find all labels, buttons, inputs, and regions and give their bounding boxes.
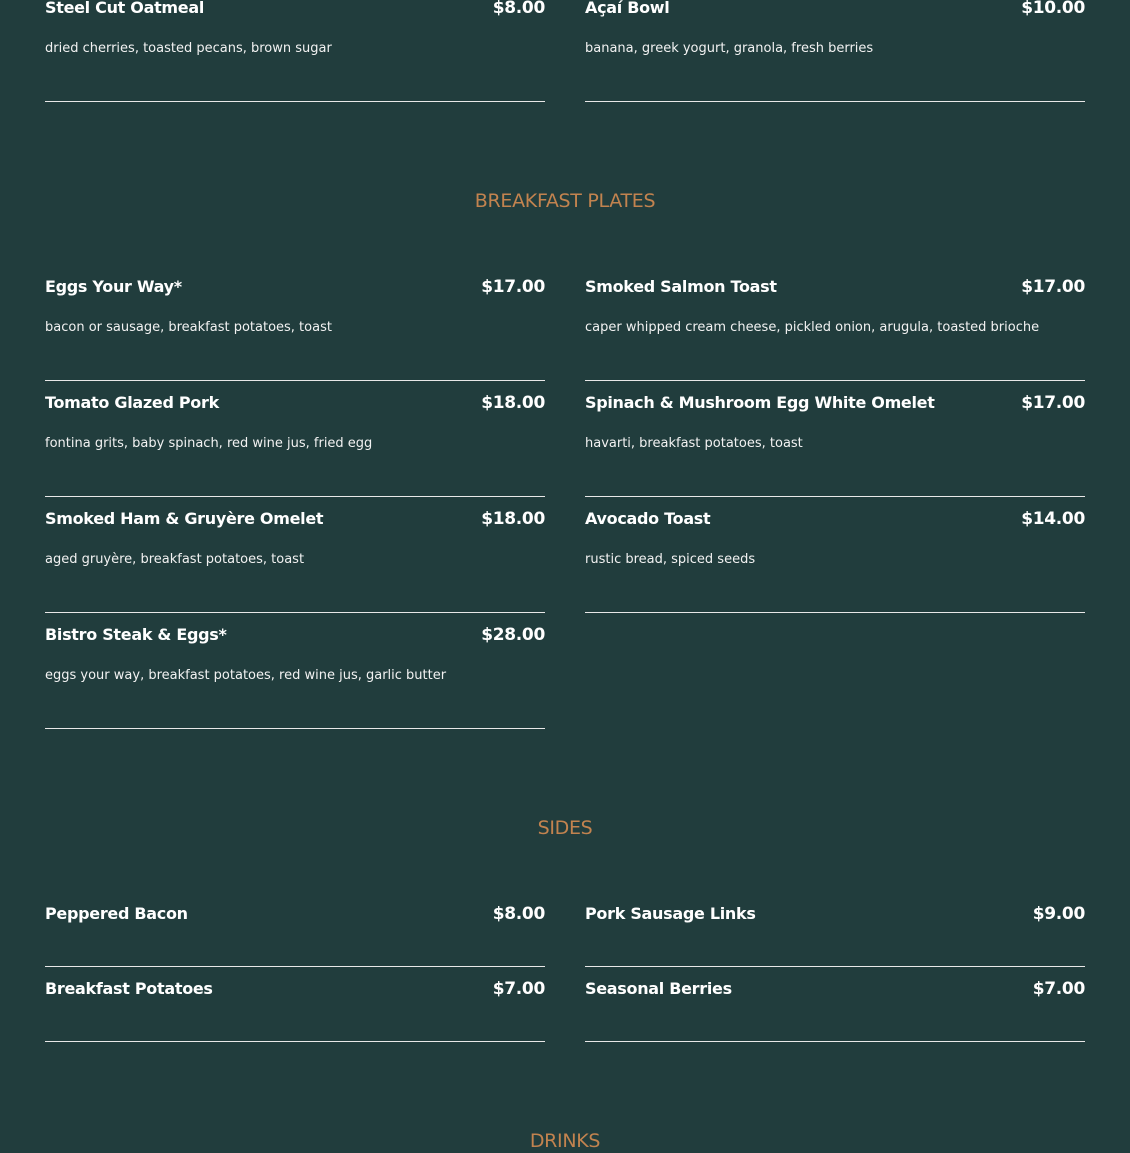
item-name: Smoked Salmon Toast [585,277,777,296]
item-description: fontina grits, baby spinach, red wine jus, fried egg [45,436,373,451]
menu-item [585,0,1085,102]
item-description: banana, greek yogurt, granola, fresh berries [585,41,874,56]
menu-item [585,381,1085,497]
intro-items [45,0,1085,102]
item-price: $9.00 [1032,904,1085,924]
item-price: $28.00 [481,625,545,645]
item-name: Breakfast Potatoes [45,979,213,998]
section-title-sides: SIDES [537,817,593,839]
item-name: Tomato Glazed Pork [45,393,219,412]
item-description: aged gruyère, breakfast potatoes, toast [45,552,305,567]
sides-grid [45,892,1085,1042]
item-price: $7.00 [1032,979,1085,999]
menu-item [45,892,545,967]
item-price: $14.00 [1021,509,1085,529]
menu-item [585,892,1085,967]
item-price: $10.00 [1021,0,1085,18]
menu-item [45,381,545,497]
item-price: $7.00 [492,979,545,999]
item-price: $18.00 [481,509,545,529]
item-description: havarti, breakfast potatoes, toast [585,436,803,451]
menu-item [585,967,1085,1042]
item-price: $8.00 [492,0,545,18]
item-price: $17.00 [1021,277,1085,297]
menu-item [45,0,545,102]
menu-item [45,967,545,1042]
item-price: $17.00 [1021,393,1085,413]
item-name: Smoked Ham & Gruyère Omelet [45,509,324,528]
item-name: Bistro Steak & Eggs* [45,625,227,644]
item-description: bacon or sausage, breakfast potatoes, toast [45,320,332,335]
item-name: Seasonal Berries [585,979,732,998]
section-title-breakfast-plates: BREAKFAST PLATES [474,190,656,212]
item-name: Spinach & Mushroom Egg White Omelet [585,393,935,412]
section-title-drinks: DRINKS [529,1130,601,1152]
item-description: dried cherries, toasted pecans, brown sugar [45,41,332,56]
item-name: Peppered Bacon [45,904,188,923]
menu-item [45,613,545,729]
item-name: Açaí Bowl [585,0,670,17]
item-description: eggs your way, breakfast potatoes, red wine jus, garlic butter [45,668,447,683]
menu-item [45,497,545,613]
breakfast-plates-grid [45,265,1085,729]
item-price: $8.00 [492,904,545,924]
item-price: $18.00 [481,393,545,413]
menu-item [45,265,545,381]
item-price: $17.00 [481,277,545,297]
item-name: Pork Sausage Links [585,904,756,923]
item-description: rustic bread, spiced seeds [585,552,756,567]
menu-item [585,265,1085,381]
item-name: Eggs Your Way* [45,277,182,296]
menu-item [585,497,1085,613]
item-name: Avocado Toast [585,509,711,528]
item-description: caper whipped cream cheese, pickled onion, arugula, toasted brioche [585,320,1040,335]
item-name: Steel Cut Oatmeal [45,0,205,17]
